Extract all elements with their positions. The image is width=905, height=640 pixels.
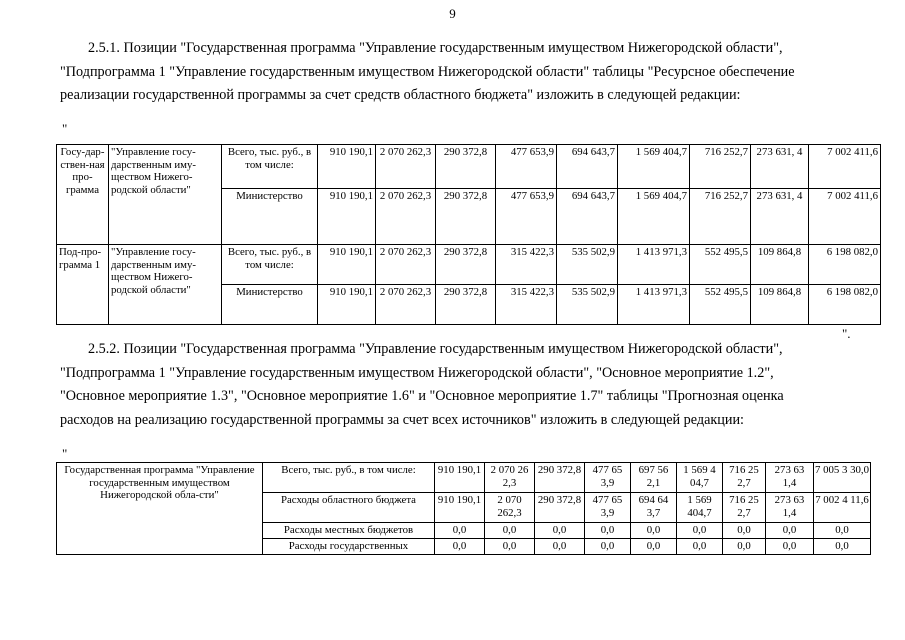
table-cell: 477 653,9	[496, 145, 557, 189]
row-sub-label: Министерство	[222, 189, 318, 245]
table-cell: 910 190,1	[318, 189, 376, 245]
forecast-table	[56, 462, 871, 555]
table-cell: 0,0	[631, 539, 677, 555]
table-cell: 0,0	[631, 523, 677, 539]
table-cell: 2 070 262,3	[376, 145, 436, 189]
table-cell: 552 495,5	[690, 245, 751, 285]
table-cell: 910 190,1	[318, 145, 376, 189]
text-line: "Основное мероприятие 1.3", "Основное мероприятие 1.6" и "Основное мероприятие 1.7" таблицы "Прогнозная оценка	[60, 388, 784, 404]
row-group-label: Под-про-грамма 1	[57, 245, 109, 325]
table-cell: 2 070 262,3	[485, 493, 535, 523]
table-cell: 477 65 3,9	[585, 463, 631, 493]
table-cell: 0,0	[677, 523, 723, 539]
table-cell: 0,0	[485, 523, 535, 539]
table-cell: 716 25 2,7	[723, 493, 766, 523]
table-cell: 7 005 3 30,0	[814, 463, 871, 493]
table-cell: 910 190,1	[318, 245, 376, 285]
table-cell: 290 372,8	[535, 463, 585, 493]
table-cell: 694 64 3,7	[631, 493, 677, 523]
table-cell: 1 569 404,7	[618, 189, 690, 245]
program-label: Государственная программа "Управление государственным имуществом Нижегородской обла-сти"	[57, 463, 263, 555]
table-cell: 290 372,8	[436, 145, 496, 189]
table-cell: 2 070 262,3	[376, 285, 436, 325]
table-cell: 290 372,8	[436, 189, 496, 245]
table-cell: 273 63 1,4	[766, 463, 814, 493]
section-2-5-2-text	[60, 338, 852, 432]
table-cell: 716 252,7	[690, 189, 751, 245]
table-cell: 2 070 26 2,3	[485, 463, 535, 493]
row-sub-label: Всего, тыс. руб., в том числе:	[263, 463, 435, 493]
table-cell: 2 070 262,3	[376, 189, 436, 245]
table-cell: 697 56 2,1	[631, 463, 677, 493]
table-cell: 0,0	[723, 523, 766, 539]
table-row	[57, 145, 881, 189]
table-cell: 0,0	[485, 539, 535, 555]
page-number: 9	[449, 6, 456, 21]
table-cell: 7 002 411,6	[809, 145, 881, 189]
table-cell: 694 643,7	[557, 189, 618, 245]
table-cell: 0,0	[814, 523, 871, 539]
table-cell: 109 864,8	[751, 245, 809, 285]
table-cell: 1 569 404,7	[677, 493, 723, 523]
row-group-label: Госу-дар-ствен-ная про-грамма	[57, 145, 109, 245]
resource-table	[56, 144, 881, 325]
text-line: 2.5.1. Позиции "Государственная программа "Управление государственным имуществом Нижегородской области",	[88, 40, 783, 56]
table-cell: 273 631, 4	[751, 189, 809, 245]
table-cell: 6 198 082,0	[809, 285, 881, 325]
table-cell: 2 070 262,3	[376, 245, 436, 285]
table-cell: 0,0	[723, 539, 766, 555]
text-line: "Подпрограмма 1 "Управление государственным имуществом Нижегородской области" таблицы "Ресурсное обеспечение	[60, 63, 795, 80]
table-cell: 273 63 1,4	[766, 493, 814, 523]
close-quote: ".	[842, 326, 851, 341]
row-sub-label: Всего, тыс. руб., в том числе:	[222, 145, 318, 189]
table-cell: 694 643,7	[557, 145, 618, 189]
row-sub-label: Расходы местных бюджетов	[263, 523, 435, 539]
open-quote: "	[62, 121, 68, 136]
section-2-5-1-text	[60, 37, 852, 108]
table-cell: 0,0	[814, 539, 871, 555]
table-cell: 0,0	[535, 539, 585, 555]
table-cell: 315 422,3	[496, 245, 557, 285]
table-cell: 6 198 082,0	[809, 245, 881, 285]
table-cell: 716 252,7	[690, 145, 751, 189]
text-line: расходов на реализацию государственной программы за счет всех источников" изложить в следующей редакции:	[60, 411, 745, 428]
table-row	[57, 245, 881, 285]
table-cell: 477 653,9	[496, 189, 557, 245]
row-sub-label: Расходы областного бюджета	[263, 493, 435, 523]
table-cell: 1 413 971,3	[618, 285, 690, 325]
text-line: "Подпрограмма 1 "Управление государственным имуществом Нижегородской области", "Основное мероприятие 1.2",	[60, 364, 774, 381]
open-quote: "	[62, 446, 68, 461]
table-cell: 7 002 411,6	[809, 189, 881, 245]
table-cell: 290 372,8	[436, 285, 496, 325]
row-name: "Управление госу-дарственным иму-ществом Нижего-родской области"	[109, 245, 222, 325]
table-cell: 1 569 4 04,7	[677, 463, 723, 493]
text-line: реализации государственной программы за счет средств областного бюджета" изложить в следующей редакции:	[60, 87, 741, 103]
table-cell: 1 413 971,3	[618, 245, 690, 285]
table-cell: 0,0	[766, 539, 814, 555]
table-cell: 716 25 2,7	[723, 463, 766, 493]
table-cell: 290 372,8	[535, 493, 585, 523]
table-cell: 273 631, 4	[751, 145, 809, 189]
table-cell: 0,0	[677, 539, 723, 555]
table-cell: 0,0	[435, 523, 485, 539]
table-cell: 0,0	[535, 523, 585, 539]
row-sub-label: Всего, тыс. руб., в том числе:	[222, 245, 318, 285]
table-cell: 535 502,9	[557, 285, 618, 325]
table-cell: 477 65 3,9	[585, 493, 631, 523]
table-cell: 290 372,8	[436, 245, 496, 285]
table-cell: 109 864,8	[751, 285, 809, 325]
table-cell: 910 190,1	[318, 285, 376, 325]
table-cell: 315 422,3	[496, 285, 557, 325]
row-sub-label: Расходы государственных	[263, 539, 435, 555]
table-cell: 0,0	[585, 523, 631, 539]
table-row	[57, 463, 871, 493]
table-cell: 7 002 4 11,6	[814, 493, 871, 523]
row-name: "Управление госу-дарственным иму-ществом Нижего-родской области"	[109, 145, 222, 245]
text-line: 2.5.2. Позиции "Государственная программа "Управление государственным имуществом Нижегородской области",	[88, 341, 783, 357]
table-cell: 0,0	[766, 523, 814, 539]
table-cell: 552 495,5	[690, 285, 751, 325]
table-cell: 1 569 404,7	[618, 145, 690, 189]
table-cell: 0,0	[435, 539, 485, 555]
row-sub-label: Министерство	[222, 285, 318, 325]
table-cell: 910 190,1	[435, 493, 485, 523]
table-cell: 0,0	[585, 539, 631, 555]
table-cell: 910 190,1	[435, 463, 485, 493]
table-cell: 535 502,9	[557, 245, 618, 285]
